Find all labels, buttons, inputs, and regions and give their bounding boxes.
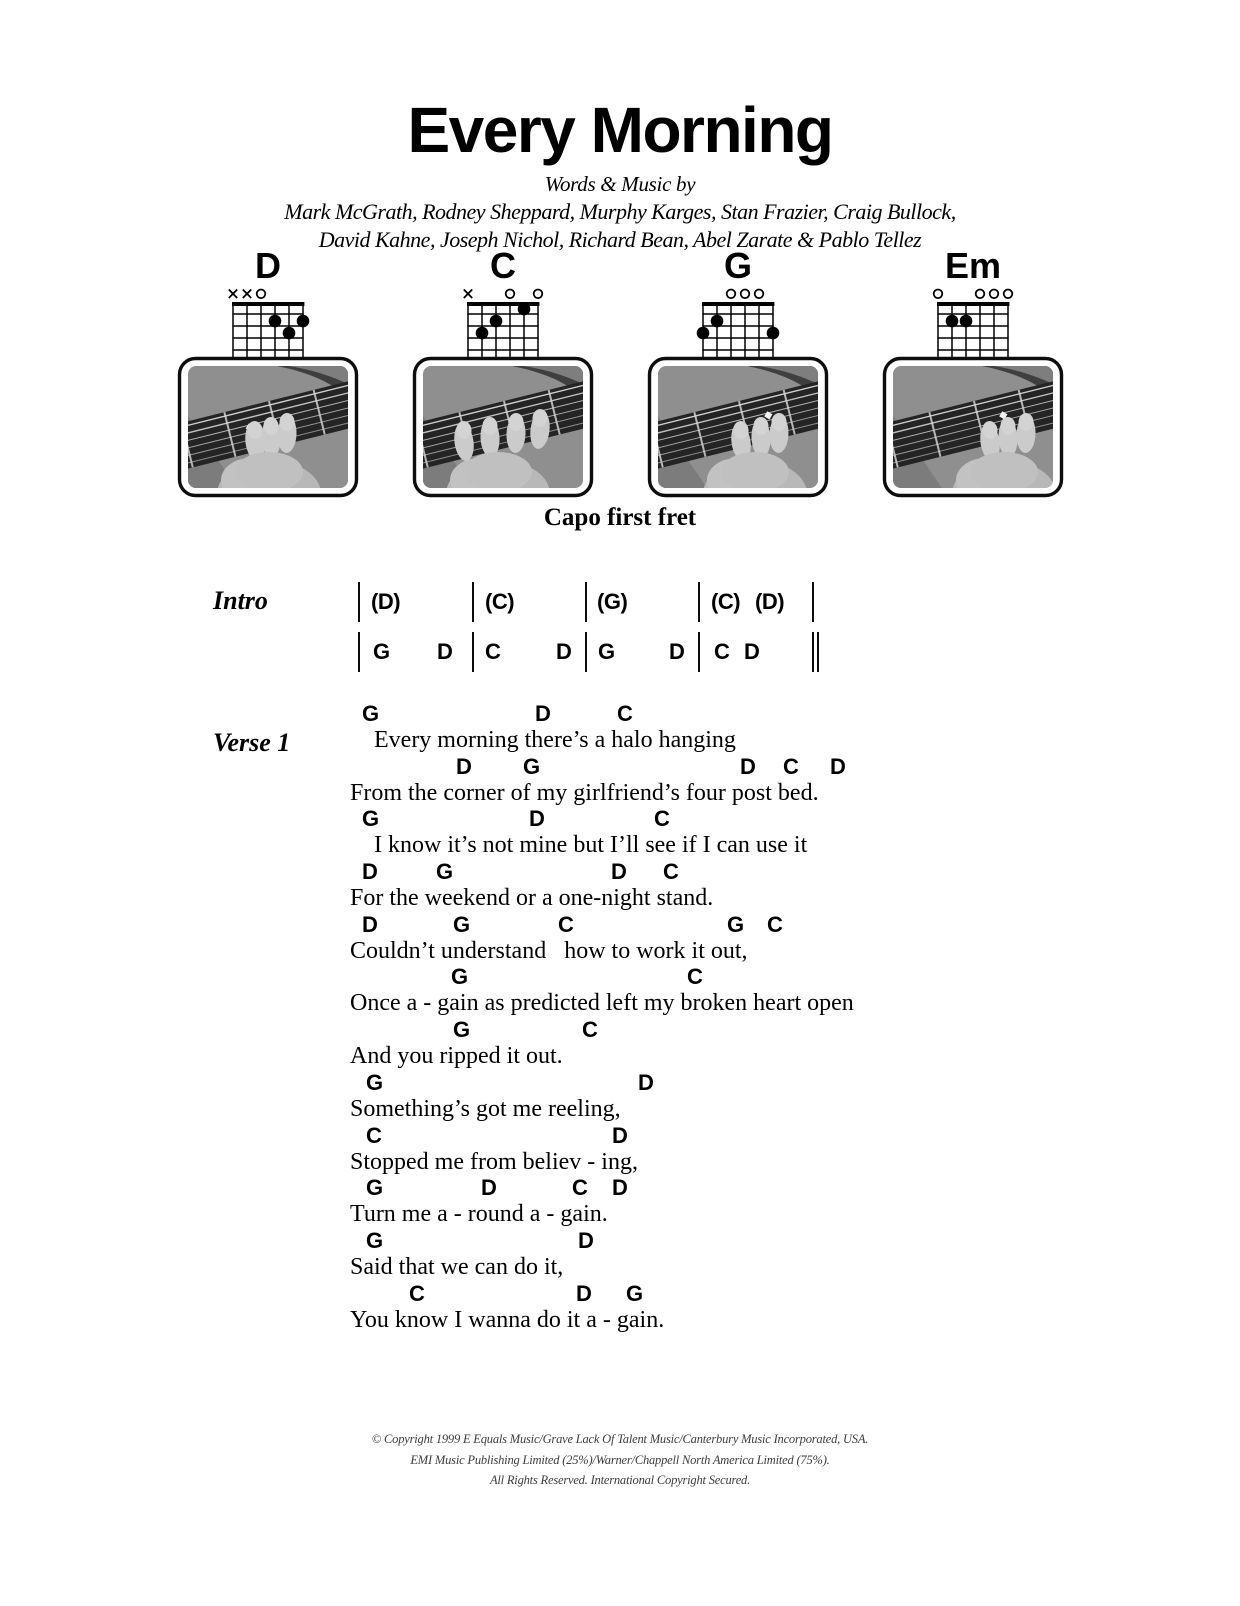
lyric-line: From the corner of my girlfriend’s four post bed. [350, 779, 819, 806]
chord-diagram-name: D [255, 245, 281, 286]
chord-symbol: C [663, 859, 679, 885]
chord-symbol: D [362, 859, 378, 885]
chord-symbol: C [366, 1122, 382, 1148]
verse-line-11 [350, 1228, 1190, 1281]
copyright-line-2: EMI Music Publishing Limited (25%)/Warner/Chappell North America Limited (75%). [410, 1452, 830, 1467]
chord-symbol: D [830, 753, 846, 779]
chord-symbol: G [626, 1280, 643, 1306]
lyric-line: Once a - gain as predicted left my broken heart open [350, 990, 854, 1017]
chord-symbol: (C) [485, 589, 515, 614]
chord-symbol: C [558, 911, 574, 937]
d-chord-hand-photo [177, 356, 359, 498]
lyric-line: Couldn’t understand how to work it out, [350, 937, 748, 964]
credit-byline: Words & Music by [544, 172, 696, 196]
lyric-line: Every morning there’s a halo hanging [350, 727, 736, 753]
verse-line-6 [350, 964, 1190, 1017]
copyright-line-1: © Copyright 1999 E Equals Music/Grave Lack Of Talent Music/Canterbury Music Incorporated, USA. [371, 1432, 869, 1446]
chord-symbol: G [362, 806, 379, 832]
capo-note: Capo first fret [543, 504, 697, 531]
chord-symbol: C [485, 639, 501, 664]
chord-symbol: G [436, 859, 453, 885]
bar-line [812, 632, 814, 672]
copyright-line-3: All Rights Reserved. International Copyright Secured. [489, 1473, 751, 1487]
chord-symbol: G [451, 964, 468, 990]
intro-row-2 [358, 632, 838, 672]
chord-symbol: D [576, 1280, 592, 1306]
g-chord-hand-photo [647, 356, 829, 498]
bar-line [698, 632, 700, 672]
chord-symbol: G [366, 1175, 383, 1201]
chord-symbol: G [366, 1069, 383, 1095]
verse-line-3 [350, 806, 1190, 859]
chord-symbol: G [373, 639, 390, 664]
chord-symbol: D [638, 1069, 654, 1095]
chord-symbol: D [529, 806, 545, 832]
intro-row-1 [358, 582, 838, 622]
chord-symbol: (G) [597, 589, 628, 614]
chord-symbol: G [523, 753, 540, 779]
chord-symbol: D [535, 701, 551, 726]
lyric-line: You know I wanna do it a - gain. [350, 1306, 665, 1333]
c-chord-hand-photo [412, 356, 594, 498]
chord-symbol: C [572, 1175, 588, 1201]
chord-diagram-name: C [490, 245, 516, 286]
chord-diagram-name: G [723, 245, 752, 286]
chord-symbol: D [578, 1227, 594, 1253]
chord-symbol: C [617, 701, 633, 726]
chord-symbol: G [598, 639, 615, 664]
bar-line [812, 582, 814, 622]
chord-symbol: D [556, 639, 572, 664]
guitar-photo [882, 356, 1064, 498]
guitar-photo [412, 356, 594, 498]
chord-symbol: D [740, 753, 756, 779]
lyric-line: For the weekend or a one-night stand. [350, 885, 714, 912]
chord-symbol: (C) [711, 589, 741, 614]
intro-section-label: Intro [213, 586, 268, 615]
chord-symbol: D [669, 639, 685, 664]
bar-line [585, 632, 587, 672]
chord-diagram-name: Em [944, 245, 1002, 286]
lyric-line: Stopped me from believ - ing, [350, 1148, 638, 1175]
lyric-line: Turn me a - round a - gain. [350, 1201, 608, 1228]
verse-line-1 [350, 701, 1190, 754]
chord-symbol: G [366, 1227, 383, 1253]
verse-line-12 [350, 1281, 1190, 1334]
chord-symbol: (D) [371, 589, 401, 614]
verse-line-7 [350, 1017, 1190, 1070]
intro-chord-chart [358, 582, 838, 682]
guitar-photo [177, 356, 359, 498]
verse-line-4 [350, 859, 1190, 912]
guitar-photo [647, 356, 829, 498]
bar-line [472, 632, 474, 672]
chord-symbol: D [744, 639, 760, 664]
chord-symbol: D [456, 753, 472, 779]
bar-line [472, 582, 474, 622]
chord-symbol: D [362, 911, 378, 937]
chord-symbol: G [727, 911, 744, 937]
chord-symbol: (D) [755, 589, 785, 614]
verse-section-label: Verse 1 [213, 728, 291, 757]
chord-symbol: D [481, 1175, 497, 1201]
chord-symbol: G [453, 911, 470, 937]
chord-symbol: D [612, 1122, 628, 1148]
chord-symbol: C [409, 1280, 425, 1306]
verse-lyrics-block [350, 701, 1190, 1333]
chord-symbol: D [611, 859, 627, 885]
chord-symbol: C [687, 964, 703, 990]
chord-symbol: C [582, 1017, 598, 1043]
chord-symbol: C [767, 911, 783, 937]
chord-symbol: G [362, 701, 379, 726]
bar-line [358, 632, 360, 672]
page-title: Every Morning [407, 94, 833, 166]
chord-symbol: D [437, 639, 453, 664]
bar-line [817, 632, 819, 672]
bar-line [358, 582, 360, 622]
chord-symbol: G [453, 1017, 470, 1043]
writers-line-2: David Kahne, Joseph Nichol, Richard Bean, Abel Zarate & Pablo Tellez [318, 227, 922, 252]
verse-line-10 [350, 1175, 1190, 1228]
lyric-line: Said that we can do it, [350, 1253, 564, 1280]
verse-line-2 [350, 754, 1190, 807]
chord-symbol: C [783, 753, 799, 779]
lyric-line: I know it’s not mine but I’ll see if I can use it [350, 832, 808, 859]
verse-line-5 [350, 912, 1190, 965]
verse-line-8 [350, 1070, 1190, 1123]
copyright-block [0, 1429, 1240, 1491]
verse-line-9 [350, 1123, 1190, 1176]
bar-line [585, 582, 587, 622]
lyric-line: Something’s got me reeling, [350, 1095, 621, 1122]
bar-line [698, 582, 700, 622]
chord-symbol: C [654, 806, 670, 832]
em-chord-hand-photo [882, 356, 1064, 498]
chord-symbol: D [612, 1175, 628, 1201]
chord-symbol: C [714, 639, 730, 664]
writers-line-1: Mark McGrath, Rodney Sheppard, Murphy Karges, Stan Frazier, Craig Bullock, [284, 199, 956, 224]
lyric-line: And you ripped it out. [350, 1043, 563, 1070]
